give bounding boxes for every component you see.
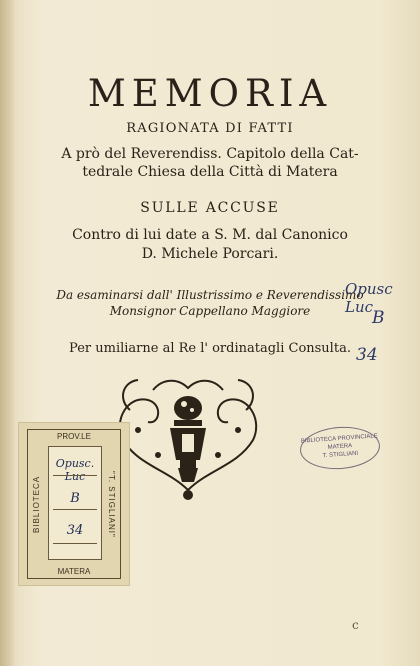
- handwritten-shelfmark-line: B: [372, 308, 385, 328]
- label-rule: [53, 509, 97, 510]
- label-shelfmark-box: [48, 446, 102, 560]
- body-block-2: [40, 226, 380, 264]
- printer-ornament-vase-icon: [108, 370, 268, 505]
- library-stamp: [299, 424, 382, 471]
- body-line: A prò del Reverendiss. Capitolo della Cat-: [61, 146, 359, 162]
- body-line: D. Michele Porcari.: [141, 246, 279, 262]
- label-handwritten-line: Opusc. Luc: [55, 457, 95, 483]
- binding-gutter: [0, 0, 14, 666]
- subtitle: RAGIONATA DI FATTI: [126, 121, 294, 136]
- library-shelf-label: [18, 422, 130, 586]
- label-bottom-text: MATERA: [57, 567, 91, 576]
- label-top-text: PROV.LE: [57, 432, 91, 441]
- closing-line: Per umiliarne al Re l' ordinatagli Consulta.: [69, 341, 351, 356]
- stamp-line: T. STIGLIANI: [322, 450, 359, 460]
- handwritten-shelfmark-line: Opusc Luc: [345, 280, 393, 316]
- label-right-text: "T. STIGLIANI": [107, 470, 116, 538]
- italic-line: Da esaminarsi dall' Illustrissimo e Reverendissimo: [56, 288, 364, 302]
- label-frame: [27, 429, 121, 579]
- label-left-text: BIBLIOTECA: [32, 475, 41, 533]
- italic-line: Monsignor Cappellano Maggiore: [109, 304, 311, 318]
- label-handwritten-line: 34: [66, 523, 84, 538]
- label-rule: [53, 543, 97, 544]
- stamp-line: MATERA: [327, 443, 353, 451]
- italic-block: [40, 287, 380, 319]
- label-handwritten-line: B: [70, 491, 80, 506]
- page-mark: c: [352, 618, 359, 632]
- body-line: tedrale Chiesa della Città di Matera: [82, 164, 338, 180]
- stamp-line: BIBLIOTECA PROVINCIALE: [300, 433, 379, 445]
- heading-accuse: SULLE ACCUSE: [140, 200, 280, 216]
- handwritten-shelfmark-line: 34: [356, 345, 378, 365]
- page-title: MEMORIA: [87, 72, 333, 115]
- body-block-1: [40, 145, 380, 181]
- label-rule: [53, 475, 97, 476]
- body-line: Contro di lui date a S. M. dal Canonico: [72, 227, 348, 243]
